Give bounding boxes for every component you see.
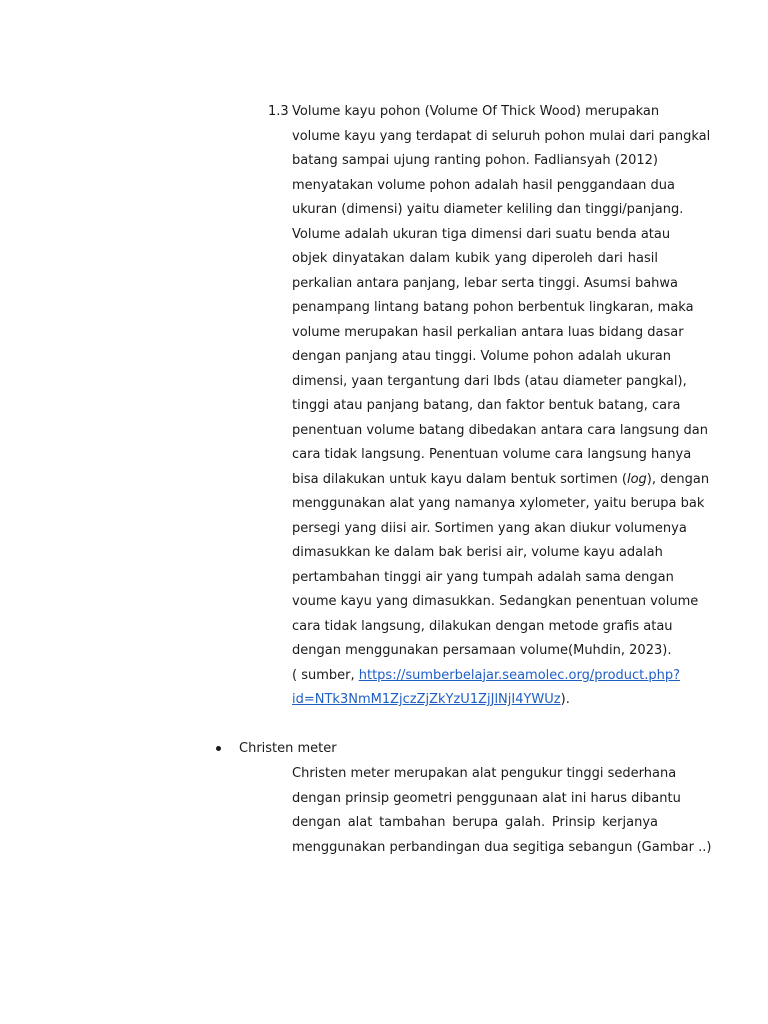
section-line-6: Volume adalah ukuran tiga dimensi dari suatu benda atau [292, 226, 671, 242]
section-line-23: dengan menggunakan persamaan volume(Muhdin, 2023). [292, 643, 672, 658]
section-line-10: volume merupakan hasil perkalian antara luas bidang dasar [292, 324, 684, 340]
section-line-5: ukuran (dimensi) yaitu diameter keliling dan tinggi/panjang. [292, 202, 684, 217]
bullet-title: Christen meter [239, 741, 337, 756]
section-line-17: menggunakan alat yang namanya xylometer, yaitu berupa bak [292, 496, 705, 511]
section-line-20: pertambahan tinggi air yang tumpah adalah sama dengan [292, 569, 674, 585]
source-suffix: ). [560, 692, 570, 707]
section-line-4: menyatakan volume pohon adalah hasil penggandaan dua [292, 177, 676, 193]
section-line-7: objek dinyatakan dalam kubik yang diperoleh dari hasil [292, 251, 658, 266]
section-line-9: penampang lintang batang pohon berbentuk lingkaran, maka [292, 300, 694, 315]
section-line-3: batang sampai ujung ranting pohon. Fadliansyah (2012) [292, 153, 658, 168]
bullet-line-3: dengan alat tambahan berupa galah. Prinsip kerjanya [292, 815, 658, 830]
bullet-line-4: menggunakan perbandingan dua segitiga sebangun (Gambar ..) [292, 839, 712, 855]
bullet-dot-icon [216, 746, 221, 751]
bullet-line-1: Christen meter merupakan alat pengukur tinggi sederhana [292, 766, 677, 781]
source-link-continued[interactable]: id=NTk3NmM1ZjczZjZkYzU1ZjJlNjI4YWUz [292, 692, 561, 707]
section-line-13: tinggi atau panjang batang, dan faktor bentuk batang, cara [292, 398, 681, 413]
section-line-1: Volume kayu pohon (Volume Of Thick Wood) merupakan [292, 104, 660, 119]
section-line-2: volume kayu yang terdapat di seluruh pohon mulai dari pangkal [292, 128, 711, 144]
log-line-after: ), dengan [646, 471, 710, 487]
bullet-line-2: dengan prinsip geometri penggunaan alat ini harus dibantu [292, 790, 681, 806]
log-line-before: bisa dilakukan untuk kayu dalam bentuk sortimen ( [292, 471, 627, 487]
section-line-8: perkalian antara panjang, lebar serta tinggi. Asumsi bahwa [292, 275, 679, 291]
section-line-14: penentuan volume batang dibedakan antara cara langsung dan [292, 422, 708, 438]
section-line-15: cara tidak langsung. Penentuan volume cara langsung hanya [292, 447, 692, 462]
source-line [292, 667, 681, 684]
section-line-16 [292, 471, 710, 488]
section-line-21: voume kayu yang dimasukkan. Sedangkan penentuan volume [292, 594, 699, 609]
section-number: 1.3 [268, 104, 289, 119]
source-line-2 [292, 692, 658, 708]
source-prefix: ( sumber, [292, 667, 355, 683]
source-link[interactable]: https://sumberbelajar.seamolec.org/product.php? [358, 667, 681, 683]
log-italic-term: log [626, 471, 647, 487]
section-line-22: cara tidak langsung, dilakukan dengan metode grafis atau [292, 618, 673, 634]
section-line-11: dengan panjang atau tinggi. Volume pohon adalah ukuran [292, 349, 672, 364]
section-line-19: dimasukkan ke dalam bak berisi air, volume kayu adalah [292, 545, 663, 560]
section-line-18: persegi yang diisi air. Sortimen yang akan diukur volumenya [292, 520, 687, 536]
section-line-12: dimensi, yaan tergantung dari lbds (atau diameter pangkal), [292, 373, 687, 389]
